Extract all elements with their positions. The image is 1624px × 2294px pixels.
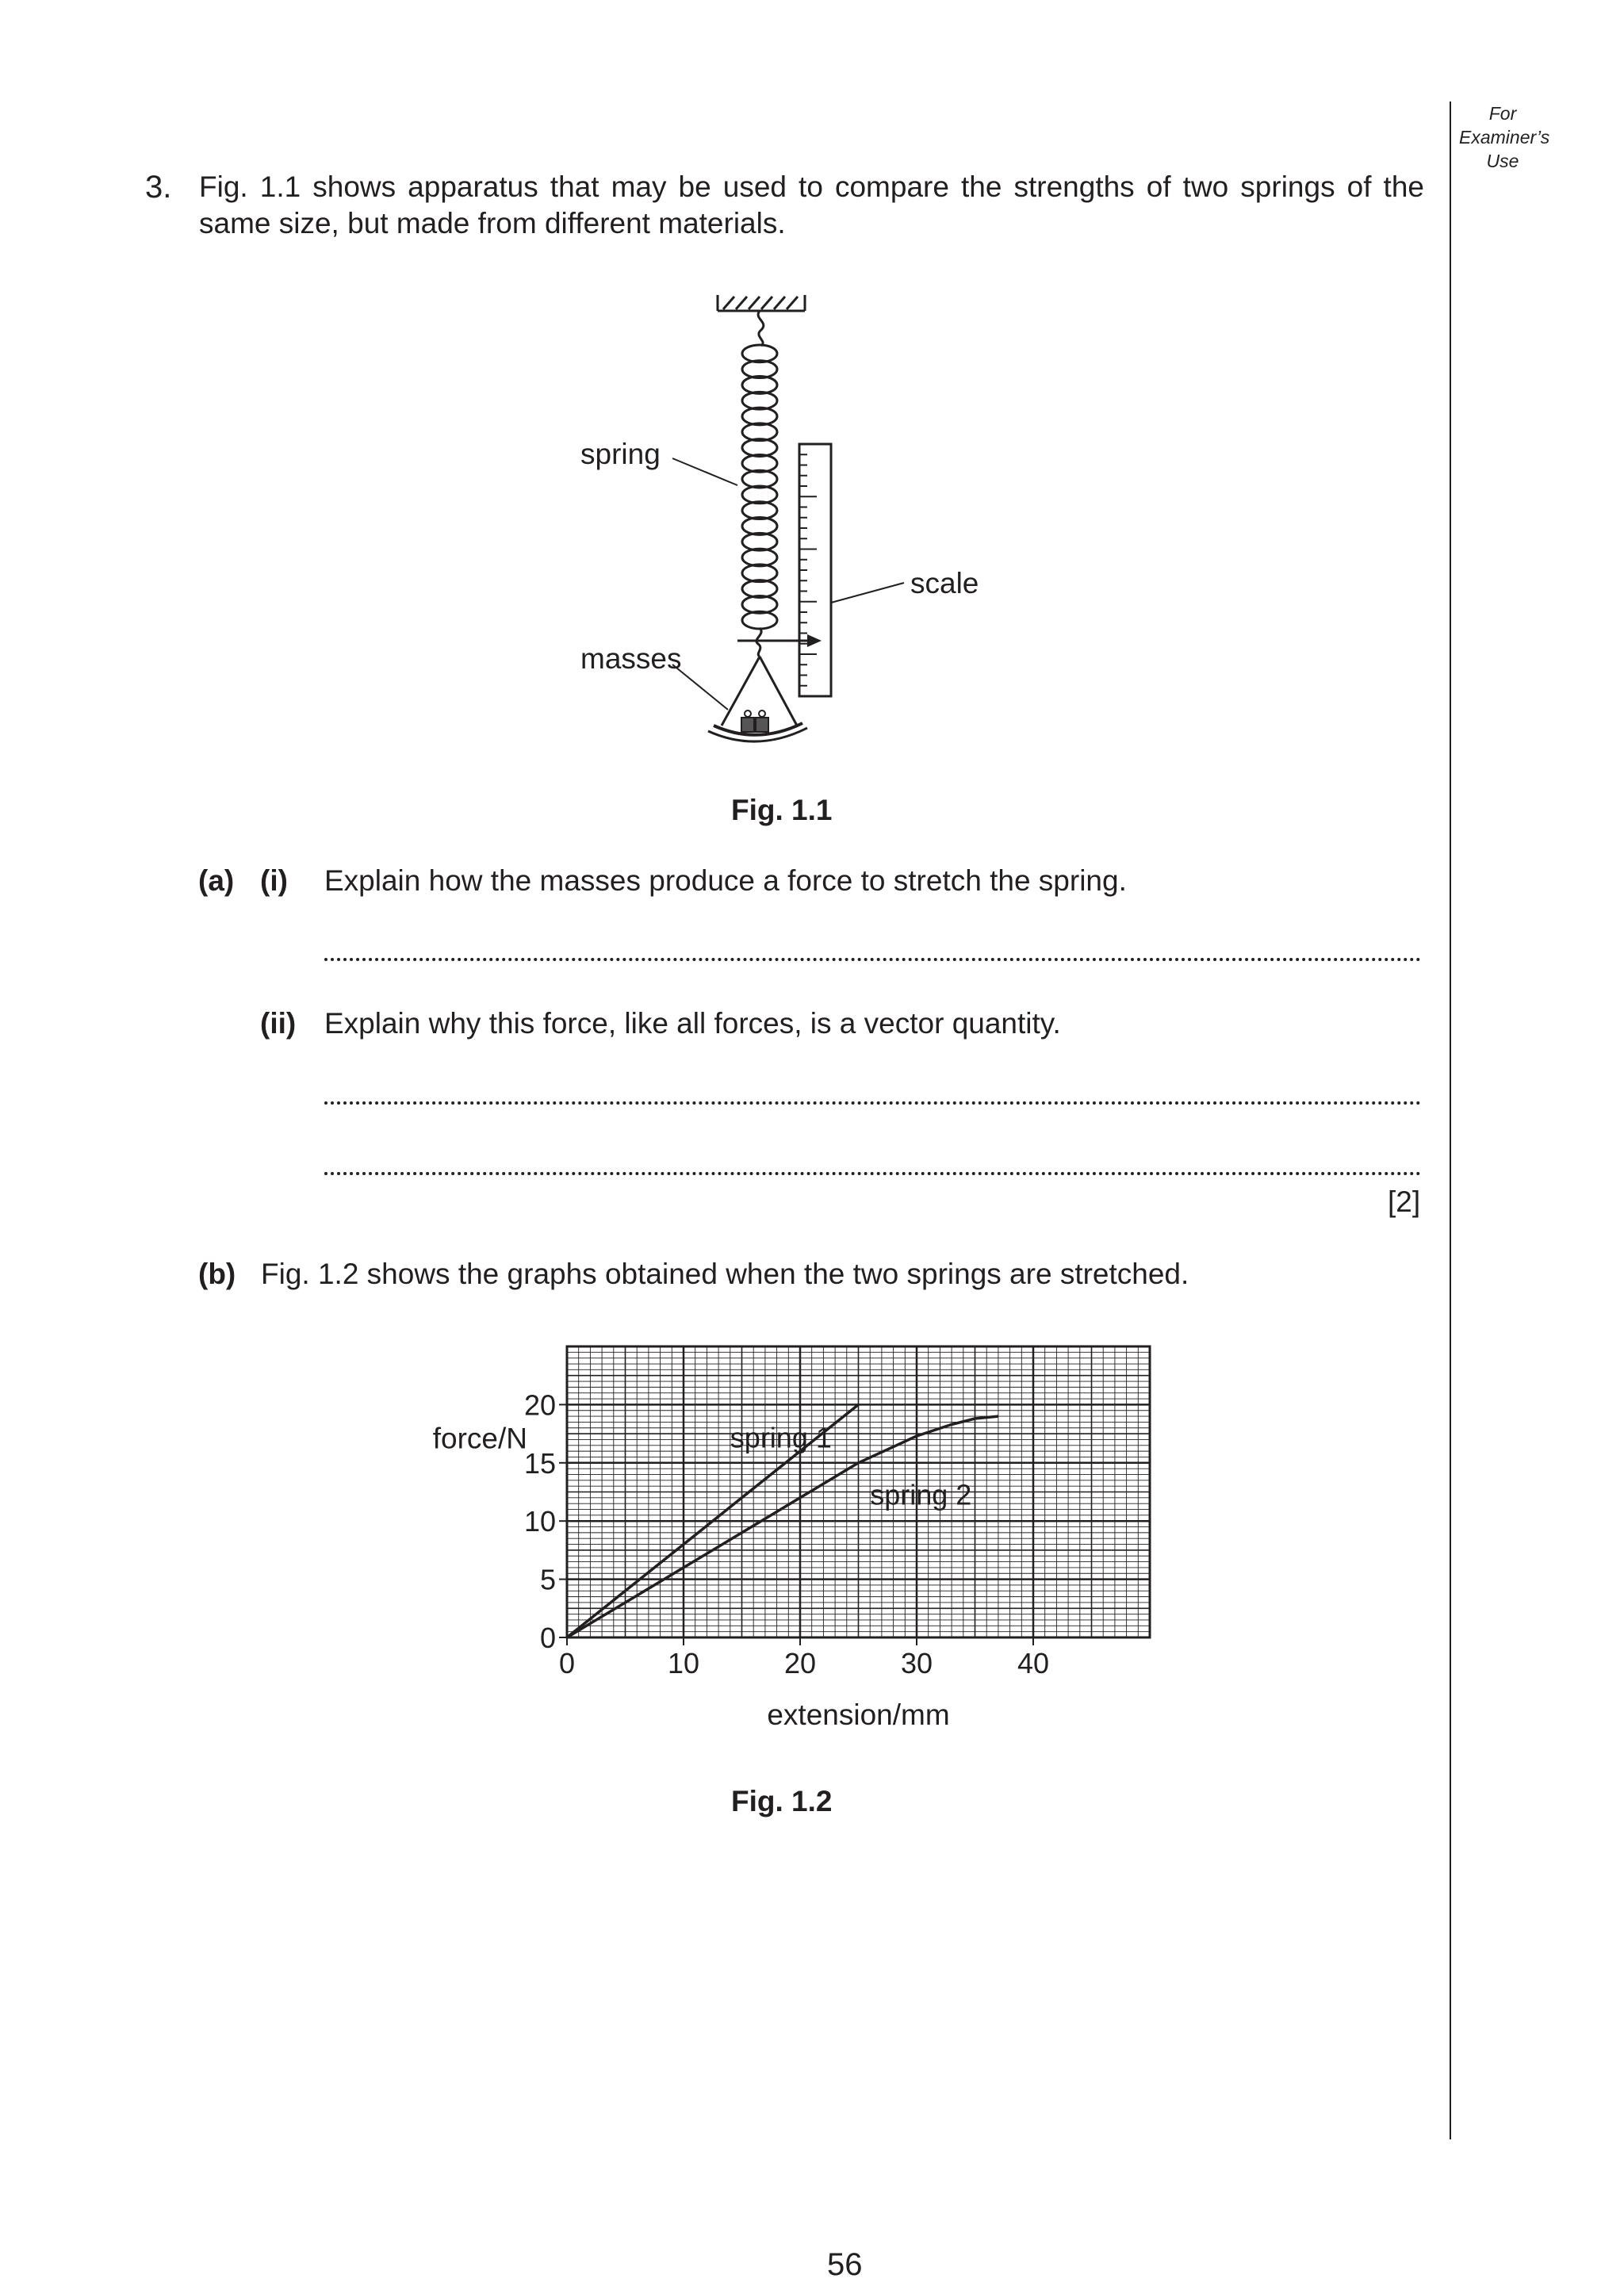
- page-number: 56: [827, 2247, 863, 2282]
- force-extension-chart: [396, 1332, 1189, 1744]
- answer-line-a-i[interactable]: [324, 958, 1421, 961]
- scale-ticks: [799, 454, 817, 686]
- series-label-1: spring 1: [730, 1421, 832, 1454]
- part-a-label: (a): [198, 864, 235, 897]
- label-masses: masses: [580, 642, 682, 675]
- spring-coils: [742, 345, 777, 629]
- x-tick-label: 30: [900, 1647, 933, 1679]
- series-label-2: spring 2: [870, 1478, 972, 1511]
- examiner-for: For: [1488, 103, 1517, 124]
- examiner-examiners: Examiner’s: [1459, 127, 1550, 147]
- fig2-caption: Fig. 1.2: [731, 1785, 833, 1817]
- apparatus-diagram: [555, 281, 1071, 757]
- y-tick-label: 10: [523, 1505, 556, 1538]
- examiner-margin-label: [1459, 101, 1550, 173]
- x-tick-label: 20: [783, 1647, 817, 1679]
- x-tick-label: 0: [558, 1647, 576, 1679]
- fig1-caption: Fig. 1.1: [731, 794, 833, 826]
- scale-leader: [831, 583, 904, 603]
- part-b-label: (b): [198, 1258, 236, 1290]
- answer-line-a-ii-1[interactable]: [324, 1101, 1421, 1105]
- part-a-ii-label: (ii): [260, 1007, 297, 1040]
- spring-top-hook: [758, 311, 764, 346]
- chart-ylabel: force/N: [432, 1422, 527, 1455]
- chart-grid-minor: [567, 1346, 1150, 1637]
- examiner-use: Use: [1486, 151, 1519, 171]
- part-a-marks: [2]: [1388, 1185, 1421, 1218]
- y-tick-label: 0: [539, 1622, 556, 1654]
- question-intro-line2: same size, but made from different materials.: [199, 207, 786, 239]
- part-a-i-text: Explain how the masses produce a force to stretch the spring.: [324, 864, 1127, 897]
- label-spring: spring: [580, 438, 661, 470]
- question-number: 3.: [145, 170, 172, 205]
- y-tick-label: 5: [539, 1563, 556, 1596]
- x-tick-label: 10: [667, 1647, 700, 1679]
- y-tick-label: 15: [523, 1446, 556, 1480]
- part-a-ii-text: Explain why this force, like all forces, is a vector quantity.: [324, 1007, 1061, 1040]
- ceiling-support: [718, 295, 805, 311]
- masses-icon: [741, 710, 768, 732]
- y-tick-label: 20: [523, 1388, 556, 1422]
- examiner-margin-line: [1450, 101, 1451, 2139]
- x-tick-label: 40: [1017, 1647, 1050, 1679]
- part-b-text: Fig. 1.2 shows the graphs obtained when the two springs are stretched.: [261, 1258, 1189, 1290]
- label-scale: scale: [910, 567, 979, 599]
- spring-leader: [672, 458, 737, 485]
- answer-line-a-ii-2[interactable]: [324, 1172, 1421, 1175]
- chart-xlabel: extension/mm: [767, 1698, 950, 1731]
- pointer-arrowhead: [807, 634, 822, 647]
- part-a-i-label: (i): [260, 864, 288, 897]
- spring-bottom-hook: [756, 628, 761, 657]
- question-intro-line1: Fig. 1.1 shows apparatus that may be used to compare the strengths of two springs of the: [199, 170, 1424, 203]
